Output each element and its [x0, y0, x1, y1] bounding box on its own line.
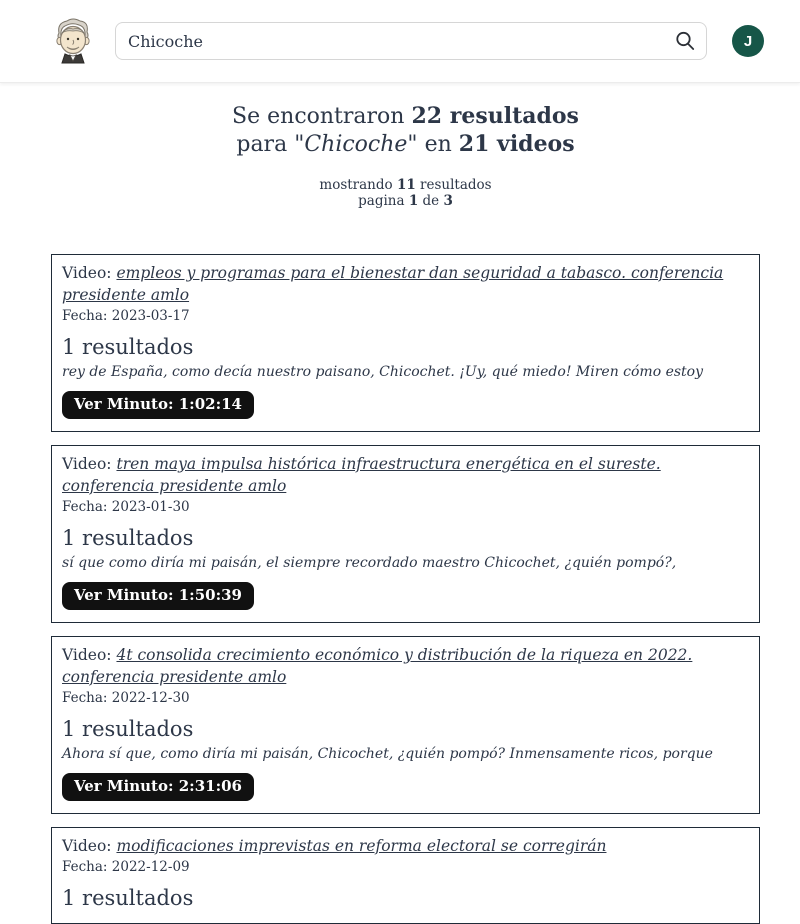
- video-title-link[interactable]: modificaciones imprevistas en reforma electoral se corregirán: [116, 836, 607, 855]
- fecha-label: Fecha:: [62, 689, 108, 706]
- match-count: 1 resultados: [62, 525, 194, 550]
- results-list: [51, 254, 760, 924]
- result-card: [51, 827, 760, 924]
- video-title-line: [62, 453, 749, 497]
- video-title-line: [62, 262, 749, 306]
- video-date: 2023-01-30: [111, 498, 190, 515]
- video-date: 2022-12-30: [111, 689, 190, 706]
- page-of-label: de: [422, 193, 440, 210]
- showing-count: 11: [396, 176, 416, 193]
- amlo-caricature-icon: [53, 17, 93, 65]
- page-current: 1: [408, 193, 419, 210]
- video-label: Video:: [62, 645, 112, 664]
- summary-line1: [232, 104, 579, 129]
- app-logo[interactable]: [53, 17, 93, 65]
- result-card: [51, 445, 760, 623]
- summary-line2-mid: en: [424, 131, 452, 157]
- transcript-snippet: Ahora sí que, como diría mi paisán, Chicochet, ¿quién pompó? Inmensamente ricos, porque: [62, 745, 713, 762]
- video-date-line: [62, 688, 749, 708]
- match-count: 1 resultados: [62, 334, 194, 359]
- transcript-snippet: rey de España, como decía nuestro paisano, Chicochet. ¡Uy, qué miedo! Miren cómo estoy: [62, 363, 704, 380]
- video-date-line: [62, 497, 749, 517]
- showing-suffix: resultados: [420, 176, 492, 193]
- video-date-line: [62, 857, 749, 877]
- video-date-line: [62, 306, 749, 326]
- search-icon: [673, 29, 697, 53]
- summary-result-count: 22 resultados: [411, 103, 579, 129]
- page-label: pagina: [358, 193, 405, 210]
- video-title-link[interactable]: empleos y programas para el bienestar dan seguridad a tabasco. conferencia presidente amlo: [62, 263, 724, 304]
- page-total: 3: [443, 193, 453, 210]
- user-avatar[interactable]: J: [732, 25, 764, 57]
- search-button[interactable]: [669, 25, 701, 57]
- video-label: Video:: [62, 263, 112, 282]
- video-label: Video:: [62, 836, 112, 855]
- video-date: 2022-12-09: [111, 858, 190, 875]
- search-input[interactable]: [115, 22, 707, 60]
- video-label: Video:: [62, 454, 112, 473]
- showing-prefix: mostrando: [319, 176, 393, 193]
- match-count: 1 resultados: [62, 885, 194, 910]
- summary-video-count: 21 videos: [458, 130, 575, 157]
- fecha-label: Fecha:: [62, 498, 108, 515]
- ver-minuto-button[interactable]: Ver Minuto: 1:02:14: [62, 391, 254, 419]
- summary-line2-prefix: para: [236, 131, 288, 157]
- video-title-line: [62, 644, 749, 688]
- ver-minuto-button[interactable]: Ver Minuto: 2:31:06: [62, 773, 254, 801]
- video-title-line: [62, 835, 749, 857]
- match-count: 1 resultados: [62, 716, 194, 741]
- result-card: [51, 636, 760, 814]
- results-summary-title: [51, 103, 760, 159]
- video-title-link[interactable]: 4t consolida crecimiento económico y distribución de la riqueza en 2022. conferencia presidente amlo: [62, 645, 693, 686]
- ver-minuto-button[interactable]: Ver Minuto: 1:50:39: [62, 582, 254, 610]
- video-title-link[interactable]: tren maya impulsa histórica infraestructura energética en el sureste. conferencia presidente amlo: [62, 454, 661, 495]
- summary-search-query: "Chicoche": [294, 131, 418, 157]
- results-pagination-info: [51, 177, 760, 210]
- summary-line1-prefix: Se encontraron: [232, 104, 405, 129]
- fecha-label: Fecha:: [62, 858, 108, 875]
- summary-line2: [236, 132, 574, 157]
- page-line: [51, 193, 760, 209]
- fecha-label: Fecha:: [62, 307, 108, 324]
- search-form: [115, 22, 707, 60]
- result-card: [51, 254, 760, 432]
- app-header: [0, 0, 800, 83]
- results-page: [51, 103, 760, 924]
- transcript-snippet: sí que como diría mi paisán, el siempre recordado maestro Chicochet, ¿quién pompó?,: [62, 554, 677, 571]
- video-date: 2023-03-17: [111, 307, 190, 324]
- showing-line: [51, 177, 760, 193]
